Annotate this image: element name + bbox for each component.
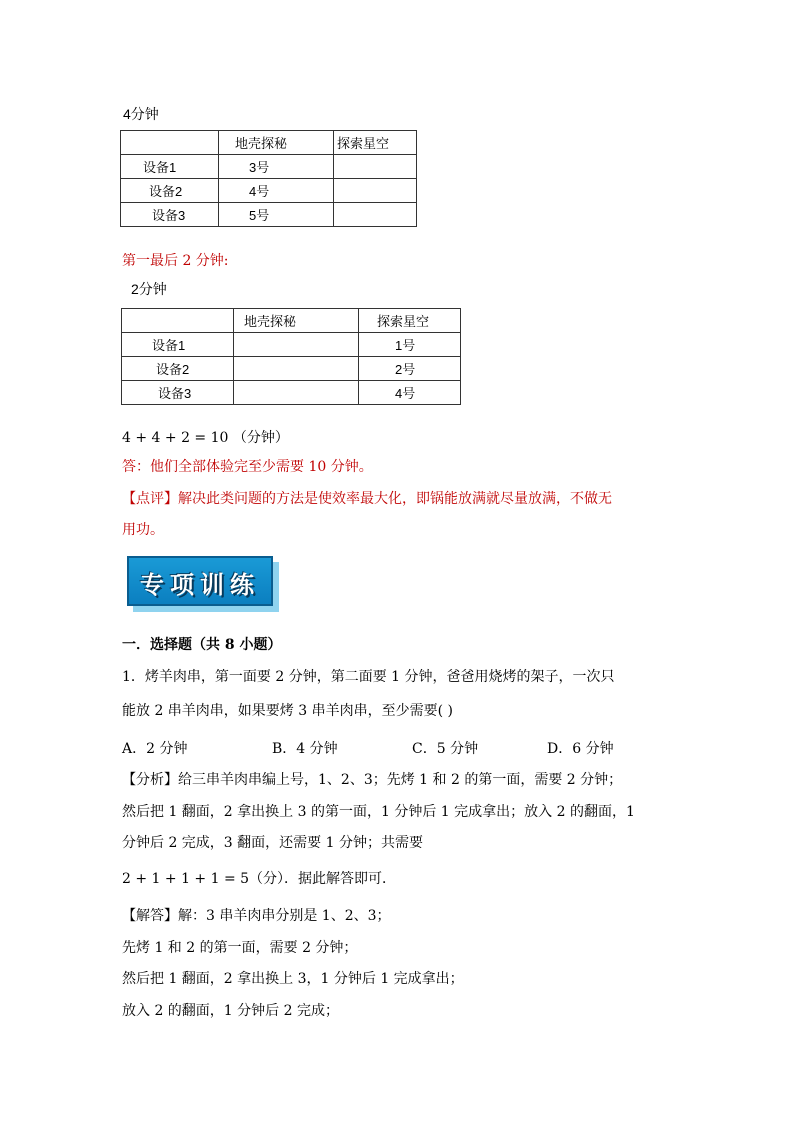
table2-caption: 2分钟	[131, 281, 167, 297]
table1-caption: 4分钟	[123, 106, 159, 122]
solution-line4: 放入 2 的翻面，1 分钟后 2 完成；	[122, 1003, 339, 1019]
analysis-line2: 然后把 1 翻面，2 拿出换上 3 的第一面，1 分钟后 1 完成拿出；放入 2 的翻面，1	[122, 804, 635, 820]
option-d: D．6 分钟	[547, 741, 614, 757]
table-header: 地壳探秘	[219, 131, 334, 155]
option-a: A．2 分钟	[122, 741, 188, 757]
option-b: B．4 分钟	[272, 741, 338, 757]
table-cell-device: 设备1	[121, 155, 219, 179]
table-cell-device: 设备2	[122, 357, 234, 381]
step-label: 第一最后 2 分钟:	[122, 253, 229, 269]
table-row	[121, 203, 417, 227]
table1	[120, 130, 417, 227]
solution-line2: 先烤 1 和 2 的第一面，需要 2 分钟；	[122, 940, 358, 956]
table-cell: 5号	[219, 203, 334, 227]
option-c: C．5 分钟	[412, 741, 479, 757]
comment-continued: 用功。	[122, 522, 164, 538]
table2	[121, 308, 461, 405]
table-row	[121, 179, 417, 203]
solution-line3: 然后把 1 翻面，2 拿出换上 3，1 分钟后 1 完成拿出；	[122, 971, 464, 987]
table-cell: 1号	[359, 333, 461, 357]
solution-line1: 【解答】解：3 串羊肉串分别是 1、2、3；	[122, 908, 391, 924]
table-row	[122, 309, 461, 333]
equation: 4 + 4 + 2 = 10 （分钟）	[122, 430, 289, 446]
table-cell	[334, 179, 417, 203]
table-header-empty	[121, 131, 219, 155]
table-row	[122, 333, 461, 357]
table-row	[122, 381, 461, 405]
table-cell	[234, 357, 359, 381]
banner-label: 专项训练	[140, 571, 260, 599]
analysis-line3: 分钟后 2 完成，3 翻面，还需要 1 分钟；共需要	[122, 835, 423, 851]
table-header: 地壳探秘	[234, 309, 359, 333]
analysis-line4: 2 + 1 + 1 + 1 = 5（分）．据此解答即可．	[122, 871, 397, 887]
table-header-empty	[122, 309, 234, 333]
table-row	[121, 155, 417, 179]
section-banner	[127, 556, 279, 612]
table-row	[121, 131, 417, 155]
table-cell-device: 设备3	[122, 381, 234, 405]
table-header: 探索星空	[359, 309, 461, 333]
table-cell: 2号	[359, 357, 461, 381]
answer: 答：他们全部体验完至少需要 10 分钟。	[122, 459, 373, 475]
table-header: 探索星空	[334, 131, 417, 155]
section-title: 一．选择题（共 8 小题）	[122, 637, 282, 653]
table-cell	[334, 155, 417, 179]
comment-text: 解决此类问题的方法是使效率最大化，即锅能放满就尽量放满，不做无	[178, 491, 612, 507]
question-1-line2: 能放 2 串羊肉串，如果要烤 3 串羊肉串，至少需要( )	[122, 703, 453, 719]
question-1-line1: 1．烤羊肉串，第一面要 2 分钟，第二面要 1 分钟，爸爸用烧烤的架子，一次只	[122, 669, 615, 685]
table-cell	[234, 381, 359, 405]
table-cell: 4号	[359, 381, 461, 405]
table-cell: 4号	[219, 179, 334, 203]
comment	[122, 488, 612, 508]
table-cell-device: 设备2	[121, 179, 219, 203]
table-cell	[334, 203, 417, 227]
table-cell	[234, 333, 359, 357]
table-cell-device: 设备1	[122, 333, 234, 357]
table-row	[122, 357, 461, 381]
analysis-line1: 【分析】给三串羊肉串编上号，1、2、3；先烤 1 和 2 的第一面，需要 2 分钟；	[122, 772, 623, 788]
comment-tag: 【点评】	[122, 491, 178, 507]
table-cell: 3号	[219, 155, 334, 179]
table-cell-device: 设备3	[121, 203, 219, 227]
